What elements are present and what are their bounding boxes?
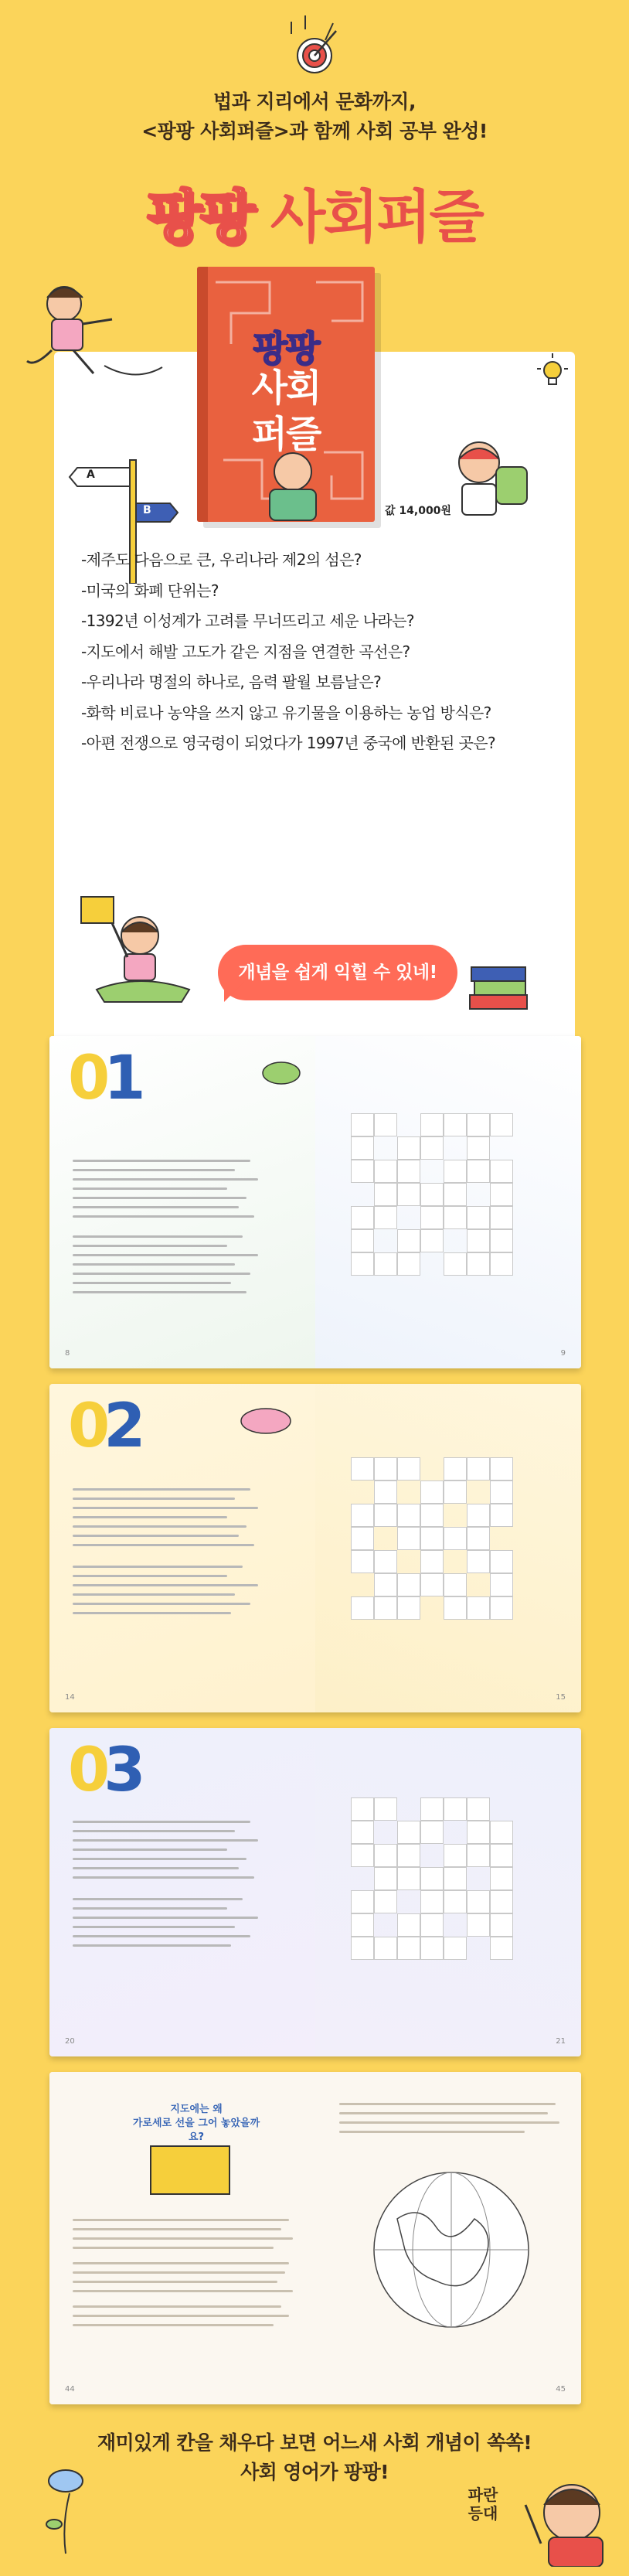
spread-3-number: 03 — [68, 1736, 140, 1805]
crossword-grid-2 — [351, 1457, 513, 1620]
question-item: -화학 비료나 농약을 쓰지 않고 유기물을 이용하는 농업 방식은? — [81, 703, 491, 722]
puzzle-spread-3: 03 20 21 — [49, 1728, 581, 2056]
puzzle-spread-2: 02 14 15 — [49, 1384, 581, 1712]
speech-bubble-tail — [224, 982, 244, 1002]
sign-a-label: A — [87, 469, 95, 481]
globe-illustration — [366, 2165, 536, 2335]
spread-2-number: 02 — [68, 1392, 140, 1461]
target-icon — [282, 14, 347, 76]
question-item: -미국의 화폐 단위는? — [81, 581, 219, 600]
book-title-3: 퍼즐 — [251, 413, 321, 456]
publisher-logo: 파란 등대 — [468, 2486, 498, 2523]
footer-line-2: 사회 영어가 팡팡! — [240, 2461, 389, 2483]
question-item: -1392년 이성계가 고려를 무너뜨리고 세운 나라는? — [81, 612, 414, 630]
book-cover — [197, 267, 375, 522]
speech-bubble: 개념을 쉽게 익힐 수 있네! — [218, 945, 457, 1000]
stacked-books-icon — [464, 955, 533, 1017]
crossword-grid-3 — [351, 1797, 513, 1960]
question-item: -우리나라 명절의 하나로, 음력 팔월 보름날은? — [81, 673, 382, 691]
flower-illustration — [31, 2462, 100, 2555]
sign-b-label: B — [143, 504, 151, 516]
title-part-a: 팡팡 — [147, 184, 253, 250]
header-line-2: <팡팡 사회퍼즐>과 함께 사회 공부 완성! — [141, 120, 488, 142]
crossword-grid-1 — [351, 1113, 513, 1276]
girl-walking-illustration — [19, 274, 166, 383]
map-illustration — [150, 2145, 230, 2195]
cloud-icon — [235, 1399, 297, 1446]
question-item: -아편 전쟁으로 영국령이 되었다가 1997년 중국에 반환된 곳은? — [81, 734, 495, 752]
footer-line-1: 재미있게 칸을 채우다 보면 어느새 사회 개념이 쏙쏙! — [97, 2431, 532, 2454]
book-title-2: 사회 — [251, 366, 321, 410]
puzzle-spread-1: 01 8 9 — [49, 1036, 581, 1368]
lightbulb-icon — [533, 352, 572, 394]
header-line-1: 법과 지리에서 문화까지, — [213, 90, 416, 113]
main-title — [0, 172, 629, 254]
question-item: -지도에서 해발 고도가 같은 지점을 연결한 곡선은? — [81, 642, 410, 661]
question-list — [81, 545, 576, 759]
spread-1-number: 01 — [68, 1044, 140, 1113]
info-spread: 지도에는 왜 가로세로 선을 그어 놓았을까요? 44 45 — [49, 2072, 581, 2404]
boy-waving-illustration — [510, 2451, 626, 2567]
cloud-icon — [258, 1051, 304, 1090]
book-price: 값 14,000원 — [385, 505, 451, 517]
title-part-b: 사회퍼즐 — [270, 184, 482, 250]
info-heading: 지도에는 왜 가로세로 선을 그어 놓았을까요? — [132, 2104, 260, 2143]
book-title-1: 팡팡 — [253, 328, 319, 370]
boy-backpack-illustration — [433, 433, 541, 518]
question-item: -제주도 다음으로 큰, 우리나라 제2의 섬은? — [81, 550, 362, 569]
girl-reading-illustration — [73, 889, 205, 1005]
